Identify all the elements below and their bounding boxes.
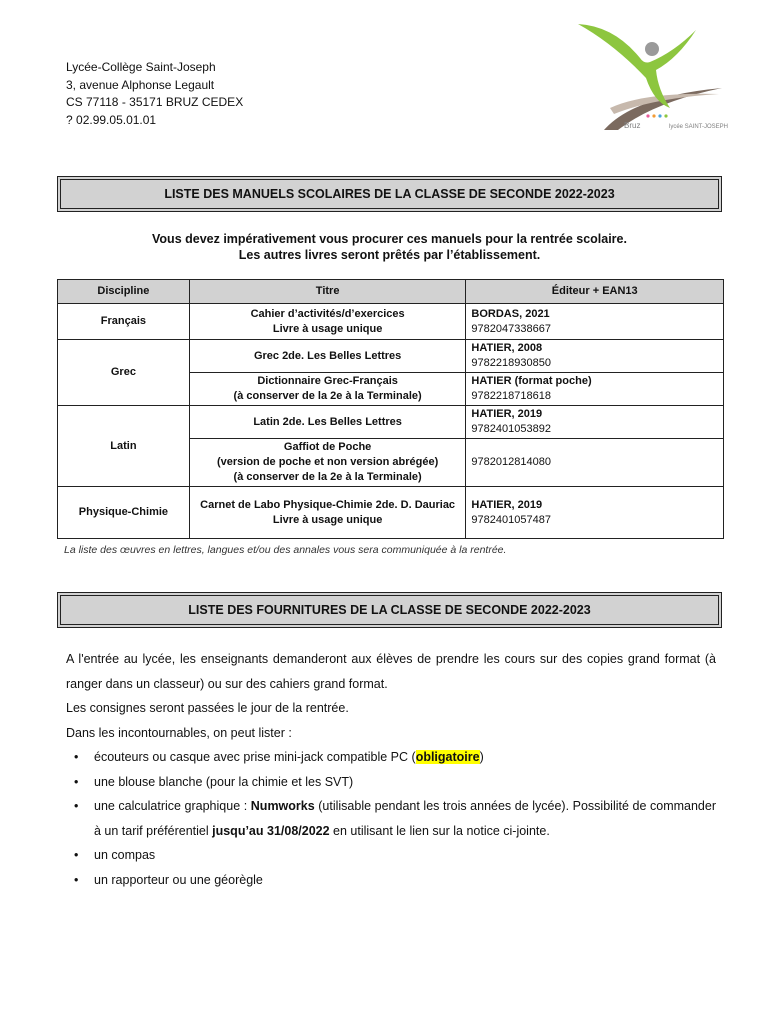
cell-titre <box>189 487 466 539</box>
supplies-paragraph: Dans les incontournables, on peut lister : <box>66 725 292 740</box>
titre-line: Livre à usage unique <box>272 322 383 335</box>
titre-line: (version de poche et non version abrégée) <box>216 456 439 468</box>
editeur-name: HATIER, 2019 <box>471 498 543 511</box>
titre-line: Latin 2de. Les Belles Lettres <box>253 415 402 428</box>
cell-discipline: Grec <box>58 340 190 406</box>
cell-editeur <box>466 373 724 406</box>
item-text: ) <box>479 750 484 764</box>
books-intro <box>57 231 722 263</box>
ean-code: 9782218718618 <box>471 390 551 402</box>
supplies-banner: LISTE DES FOURNITURES DE LA CLASSE DE SECONDE 2022-2023 <box>57 592 722 628</box>
cell-titre <box>189 340 466 373</box>
highlight-obligatoire: obligatoire <box>415 750 480 764</box>
table-row <box>58 340 724 373</box>
cell-editeur <box>466 304 724 340</box>
ean-code: 9782401053892 <box>471 423 551 435</box>
list-item <box>66 794 716 843</box>
cell-editeur <box>466 340 724 373</box>
list-item <box>66 843 716 868</box>
titre-line: (à conserver de la 2e à la Terminale) <box>233 390 422 402</box>
ean-code: 9782218930850 <box>471 357 551 369</box>
column-header-discipline: Discipline <box>58 280 190 304</box>
school-logo <box>574 18 729 136</box>
phone-icon: ? <box>66 112 73 127</box>
bullet: • <box>74 799 79 813</box>
cell-editeur <box>466 487 724 539</box>
logo-text-school: lycée SAINT-JOSEPH <box>669 124 729 130</box>
school-street: 3, avenue Alphonse Legault <box>66 77 215 92</box>
item-text: une calculatrice graphique : <box>94 799 251 813</box>
editeur-name: HATIER, 2008 <box>471 342 543 354</box>
item-text: un rapporteur ou une géorègle <box>94 872 263 887</box>
cell-editeur <box>466 439 724 487</box>
school-name: Lycée-Collège Saint-Joseph <box>66 60 216 74</box>
logo-text-bruz: Bruz <box>624 121 641 130</box>
cell-titre <box>189 373 466 406</box>
titre-line: Cahier d’activités/d’exercices <box>250 307 405 320</box>
logo-graphic <box>574 18 724 136</box>
titre-line: Grec 2de. Les Belles Lettres <box>253 349 402 362</box>
cell-discipline: Physique-Chimie <box>58 487 190 539</box>
item-text: un compas <box>94 848 156 862</box>
item-text: écouteurs ou casque avec prise mini-jack compatible PC ( <box>94 750 416 764</box>
item-bold: Numworks <box>250 799 315 813</box>
cell-titre <box>189 406 466 439</box>
list-item <box>66 770 716 795</box>
titre-line: Dictionnaire Grec-Français <box>257 375 398 387</box>
cell-titre <box>189 439 466 487</box>
item-text: en utilisant le lien sur la notice ci-jointe. <box>329 823 550 838</box>
ean-code: 9782012814080 <box>471 456 551 468</box>
item-bold: jusqu’au 31/08/2022 <box>212 823 330 838</box>
school-phone: 02.99.05.01.01 <box>76 112 157 127</box>
logo-ball <box>645 42 659 56</box>
supplies-body <box>66 647 716 892</box>
editeur-name: BORDAS, 2021 <box>471 307 550 320</box>
logo-dot <box>646 114 649 117</box>
titre-line: Livre à usage unique <box>272 513 383 526</box>
books-intro-line-1: Vous devez impérativement vous procurer ces manuels pour la rentrée scolaire. <box>152 232 627 246</box>
books-table <box>57 279 724 539</box>
bullet: • <box>74 750 79 764</box>
list-item <box>66 745 716 770</box>
item-text: (utilisable pendant les trois années de lycée). Possibilité de commander à un tarif préférentiel <box>94 799 716 838</box>
column-header-titre: Titre <box>189 280 466 304</box>
books-note: La liste des œuvres en lettres, langues et/ou des annales vous sera communiquée à la rentrée. <box>64 544 507 556</box>
table-row <box>58 487 724 539</box>
bullet: • <box>74 872 79 887</box>
editeur-name: HATIER (format poche) <box>471 375 592 387</box>
supplies-paragraph: Les consignes seront passées le jour de la rentrée. <box>66 701 349 715</box>
titre-line: Carnet de Labo Physique-Chimie 2de. D. Dauriac <box>200 498 456 511</box>
cell-editeur <box>466 406 724 439</box>
books-banner: LISTE DES MANUELS SCOLAIRES DE LA CLASSE DE SECONDE 2022-2023 <box>57 176 722 212</box>
cell-discipline: Français <box>58 304 190 340</box>
column-header-editeur: Éditeur + EAN13 <box>466 280 724 304</box>
table-row <box>58 406 724 439</box>
table-header-row <box>58 280 724 304</box>
school-address <box>66 59 243 129</box>
supplies-paragraph: A l'entrée au lycée, les enseignants demanderont aux élèves de prendre les cours sur des copies grand format (à ranger dans un classeur) ou sur des cahiers grand format. <box>66 652 716 691</box>
titre-line: Gaffiot de Poche <box>283 441 372 453</box>
bullet: • <box>74 848 79 862</box>
ean-code: 9782047338667 <box>471 322 551 335</box>
logo-dot <box>652 114 655 117</box>
books-intro-line-2: Les autres livres seront prêtés par l’établissement. <box>238 248 541 262</box>
cell-titre <box>189 304 466 340</box>
cell-discipline: Latin <box>58 406 190 487</box>
supplies-list <box>66 745 716 892</box>
bullet: • <box>74 774 79 789</box>
list-item <box>66 868 716 893</box>
table-row <box>58 304 724 340</box>
titre-line: (à conserver de la 2e à la Terminale) <box>233 471 422 483</box>
ean-code: 9782401057487 <box>471 513 551 526</box>
school-postal: CS 77118 - 35171 BRUZ CEDEX <box>66 95 244 109</box>
logo-dot <box>664 114 667 117</box>
item-text: une blouse blanche (pour la chimie et les SVT) <box>94 774 354 789</box>
editeur-name: HATIER, 2019 <box>471 408 543 420</box>
school-phone-line <box>66 112 243 130</box>
logo-dot <box>658 114 661 117</box>
